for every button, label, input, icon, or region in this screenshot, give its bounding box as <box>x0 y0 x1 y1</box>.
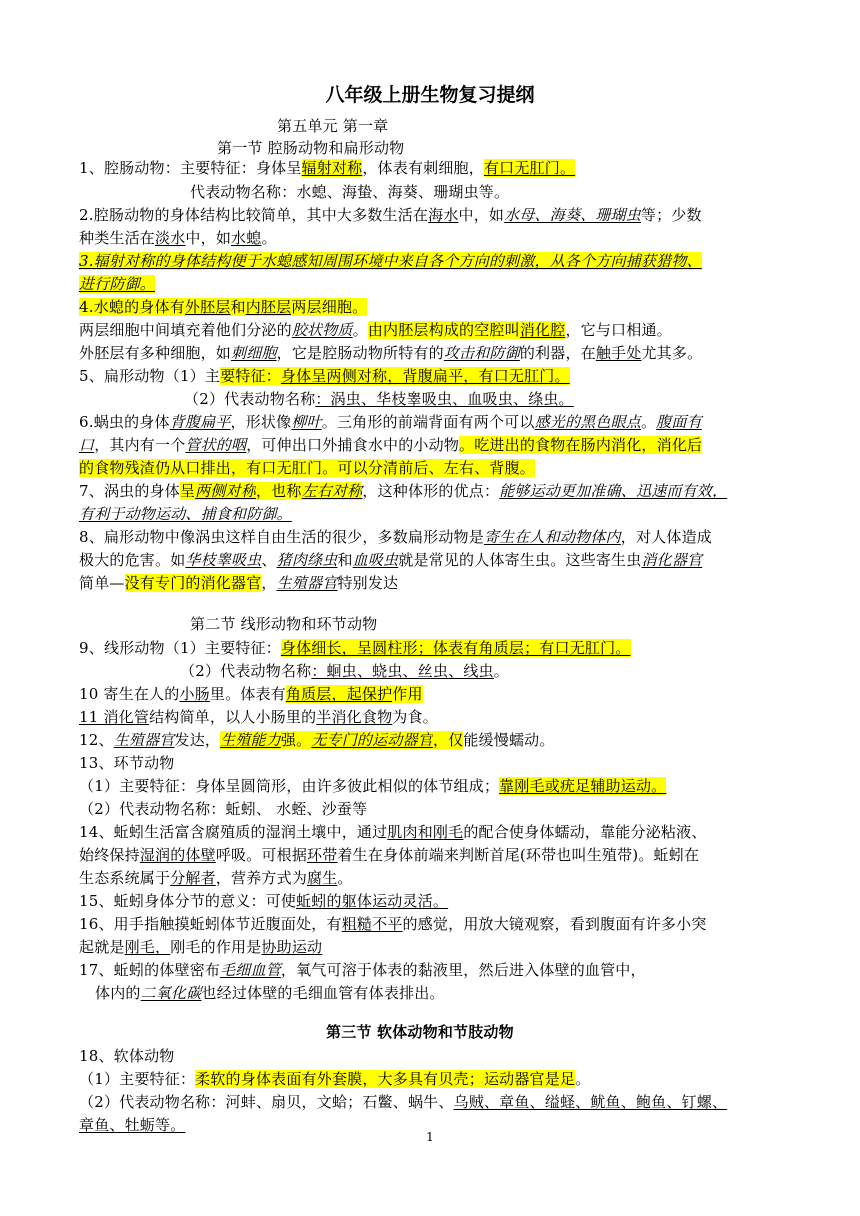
highlighted-text: 消化腔 <box>519 321 566 339</box>
text-line <box>180 661 509 682</box>
text-segment: 第三节 软体动物和节肢动物 <box>326 1023 514 1041</box>
text-segment: 简单— <box>79 574 125 592</box>
text-segment: 8、扁形动物中像涡虫这样自由生活的很少，多数扁形动物是 <box>79 528 484 546</box>
highlighted-text: 生殖能力 <box>220 731 281 749</box>
text-segment: ，氧气可溶于体表的黏液里，然后进入体壁的血管中， <box>280 961 646 979</box>
text-segment: （2）代表动物名称：河蚌、扇贝，文蛤；石鳖、蜗牛、 <box>79 1093 454 1111</box>
text-segment: 。 <box>640 413 657 431</box>
highlighted-text: ，仅 <box>432 731 464 749</box>
text-segment: 18、软体动物 <box>79 1047 175 1065</box>
highlighted-text: 内胚层 <box>245 298 292 316</box>
text-line <box>277 116 388 137</box>
text-segment: 始终保持 <box>79 846 140 864</box>
text-segment: ，体表有刺细胞， <box>362 159 484 177</box>
text-segment: 尤其多。 <box>641 344 703 362</box>
text-line <box>79 343 702 364</box>
text-segment: 感光的黑色眼点 <box>534 413 641 431</box>
text-segment: ，它是腔肠动物所特有的 <box>276 344 444 362</box>
text-line <box>79 527 712 548</box>
text-segment: 16、用手指触摸蚯蚓体节近腹面处，有 <box>79 915 342 933</box>
text-line <box>79 573 398 594</box>
text-segment: 章鱼、牡蛎等。 <box>79 1116 186 1134</box>
text-segment: 环带 <box>307 846 338 864</box>
text-segment: 攻击和防御 <box>443 344 520 362</box>
text-segment: 水母、海葵、珊瑚虫 <box>504 206 641 224</box>
highlighted-text: 的食物残渣仍从口排出，有口无肛门。可以分清前后、左右、背腹。 <box>79 459 536 477</box>
page-title: 八年级上册生物复习提纲 <box>325 84 535 106</box>
text-segment: 生态系统属于 <box>79 869 171 887</box>
text-segment: 第五单元 第一章 <box>277 117 389 135</box>
text-segment: ，形状像 <box>230 413 292 431</box>
highlighted-text: 水螅的身体有 <box>93 298 185 316</box>
highlighted-text: 两侧对称 <box>195 482 256 500</box>
text-segment: 和 <box>337 551 353 569</box>
text-segment: 能够运动更加准确、迅速而有效， <box>499 482 728 500</box>
text-line <box>79 481 727 502</box>
text-line <box>79 274 155 295</box>
text-segment: 刚毛， <box>124 938 171 956</box>
text-segment: 里。体表有 <box>209 685 286 703</box>
text-segment: 13、环节动物 <box>79 754 175 772</box>
text-segment: 。 <box>575 1070 591 1088</box>
text-line <box>79 412 702 433</box>
text-segment: 毛细血管 <box>220 961 281 979</box>
text-segment: 17、蚯蚓的体壁密布 <box>79 961 221 979</box>
text-line <box>79 366 570 387</box>
text-segment: ，这种体形的优点： <box>362 482 500 500</box>
text-segment: 血吸虫 <box>352 551 399 569</box>
text-segment: 管状的咽 <box>185 436 247 454</box>
highlighted-text: 外胚层 <box>184 298 231 316</box>
text-segment: ，可伸出口外捕食水中的小动物 <box>246 436 460 454</box>
text-line <box>326 1022 514 1043</box>
text-segment: 代表动物名称：水螅、海蛰、海葵、珊瑚虫等。 <box>190 183 510 201</box>
text-segment: 淡水 <box>155 229 186 247</box>
text-segment: 腐生 <box>307 869 338 887</box>
text-segment: 为食。 <box>392 708 438 726</box>
text-segment: ：涡虫、华枝睾吸虫、血吸虫、绦虫。 <box>315 390 574 408</box>
text-segment: 第一节 腔肠动物和扁形动物 <box>217 139 405 157</box>
text-segment: 12、 <box>79 731 114 749</box>
highlighted-text: 。吃进出的食物在肠内消化，消化后 <box>459 436 703 454</box>
text-line <box>190 614 377 635</box>
text-segment: 口 <box>79 436 95 454</box>
highlighted-text: 左右对称 <box>301 482 363 500</box>
text-segment: （1）主要特征：身体呈圆筒形，由许多彼此相似的体节组成； <box>79 777 500 795</box>
text-segment: （2）代表动物名称 <box>180 662 312 680</box>
highlighted-text: 辐射对称 <box>301 159 363 177</box>
text-segment: 刚毛的作用是 <box>170 938 262 956</box>
text-line <box>79 550 702 571</box>
text-line <box>79 914 707 935</box>
text-line <box>79 891 448 912</box>
text-segment: 6.蜗虫的身体 <box>79 413 170 431</box>
text-segment: 海水 <box>428 206 459 224</box>
highlighted-text: 两层细胞。 <box>291 298 368 316</box>
text-line <box>79 435 702 456</box>
highlighted-text: 身体呈两侧对称，背腹扁平，有口无肛门。 <box>280 367 570 385</box>
text-line <box>79 205 702 226</box>
text-segment: （1）主要特征： <box>79 1070 196 1088</box>
text-segment: 有利于动物运动、捕食和防御。 <box>79 505 292 523</box>
highlighted-text: 4. <box>79 298 94 316</box>
highlighted-text: 角质层，起保护 <box>285 685 393 703</box>
text-segment: 结构简单，以人小肠里的 <box>149 708 317 726</box>
text-segment: 体内的 <box>95 984 141 1002</box>
text-line <box>79 504 292 525</box>
highlighted-text: ，也称 <box>255 482 302 500</box>
text-segment: 胶状物质 <box>291 321 353 339</box>
text-segment: 10 寄生在人的 <box>79 685 180 703</box>
text-segment: 协助运动 <box>261 938 323 956</box>
text-segment: 的感觉，用放大镜观察，看到腹面有许多小突 <box>402 915 707 933</box>
text-line <box>79 158 575 179</box>
text-segment: 柳叶 <box>291 413 322 431</box>
highlighted-text: 3.辐射对称的身体结构便于水螅感知周围环境中来自各个方向的刺激，从各个方向捕获猎物、 <box>79 252 702 270</box>
text-segment: 14、蚯蚓生活富含腐殖质的湿润土壤中，通过 <box>79 823 388 841</box>
text-line <box>95 983 445 1004</box>
text-segment: 。 <box>352 321 368 339</box>
text-segment: 。 <box>261 229 277 247</box>
text-segment: ，对人体造成 <box>620 528 712 546</box>
text-segment: 中，如 <box>458 206 505 224</box>
text-segment: ，其内有一个 <box>94 436 186 454</box>
page-number: 1 <box>426 1130 434 1144</box>
text-segment: 能缓慢蠕动。 <box>463 731 555 749</box>
highlighted-text: 无专门的运动器官 <box>311 731 433 749</box>
highlighted-text: 作用 <box>392 685 423 703</box>
text-segment: 水螅 <box>231 229 262 247</box>
text-segment: 5、扁形动物（1）主 <box>79 367 221 385</box>
text-line <box>79 730 555 751</box>
text-segment: 就是常见的人体寄生虫。这些寄生虫 <box>398 551 642 569</box>
text-segment: 两层细胞中间填充着他们分泌的 <box>79 321 292 339</box>
text-segment: 第二节 线形动物和环节动物 <box>190 615 378 633</box>
text-line <box>79 458 535 479</box>
text-segment: 半消化食物 <box>316 708 393 726</box>
text-line <box>79 707 438 728</box>
text-segment: 生殖器官 <box>276 574 338 592</box>
text-segment: ， <box>261 574 277 592</box>
text-segment: 极大的危害。如 <box>79 551 186 569</box>
highlighted-text: 身体细长，呈圆柱形；体表有角质层；有口无肛门。 <box>280 639 631 657</box>
text-segment: （2）代表动物名称 <box>184 390 316 408</box>
text-segment: 外胚层有多种细胞，如 <box>79 344 232 362</box>
text-segment: 11 消化管 <box>79 708 150 726</box>
text-segment: 小肠 <box>179 685 210 703</box>
text-segment: 腹面有 <box>656 413 702 431</box>
text-segment: ，营养方式为 <box>215 869 308 887</box>
text-segment: 2.腔肠动物的身体结构比较简单，其中大多数生活在 <box>79 206 429 224</box>
highlighted-text: 没有专门的消化器官 <box>124 574 262 592</box>
text-segment: 7、涡虫的身体 <box>79 482 180 500</box>
highlighted-text: 由内胚层构成的空腔叫 <box>367 321 520 339</box>
text-segment: 15、蚯蚓身体分节的意义：可使 <box>79 892 297 910</box>
text-segment: 着生在身体前端来判断首尾(环带也叫生殖带)。蚯蚓在 <box>337 846 700 864</box>
text-line <box>79 776 666 797</box>
text-segment: 、 <box>261 551 277 569</box>
text-segment: 发达， <box>174 731 221 749</box>
text-segment: 也经过体壁的毛细血管有体表排出。 <box>201 984 445 1002</box>
text-segment: 肌肉和刚毛 <box>387 823 464 841</box>
text-segment: 。 <box>493 662 509 680</box>
text-segment: 的利器，在 <box>519 344 596 362</box>
text-segment: 种类生活在 <box>79 229 156 247</box>
text-segment: 呼吸。可根据 <box>215 846 308 864</box>
highlighted-text: 和 <box>230 298 246 316</box>
text-line <box>184 389 574 410</box>
highlighted-text: 进行防御。 <box>79 275 156 293</box>
text-segment: 刺细胞 <box>231 344 277 362</box>
text-line <box>190 182 509 203</box>
text-line <box>79 799 367 820</box>
highlighted-text: 柔软的身体表面有外套膜，大多具有贝壳；运动器官是足 <box>195 1070 576 1088</box>
text-segment: 湿润的体壁 <box>139 846 216 864</box>
text-line <box>79 320 672 341</box>
text-line <box>79 1046 175 1067</box>
highlighted-text: 呈 <box>179 482 196 500</box>
text-line <box>217 138 404 159</box>
highlighted-text: 靠刚毛或疣足辅助运动。 <box>499 777 667 795</box>
text-segment: 消化器官 <box>641 551 703 569</box>
text-segment: 华枝睾吸虫 <box>185 551 262 569</box>
text-line <box>79 822 707 843</box>
text-line <box>79 937 322 958</box>
text-segment: 9、线形动物（1）主要特征： <box>79 639 281 657</box>
text-line <box>79 868 353 889</box>
text-segment: 等；少数 <box>640 206 702 224</box>
text-segment: ，它与口相通。 <box>565 321 672 339</box>
text-line <box>79 297 367 318</box>
text-line <box>79 1069 590 1090</box>
text-line <box>79 1092 727 1113</box>
text-segment: 粗糙不平 <box>341 915 403 933</box>
text-segment: 特别发达 <box>337 574 399 592</box>
text-segment: 起就是 <box>79 938 125 956</box>
text-segment: 蚯蚓的躯体运动灵活。 <box>296 892 449 910</box>
highlighted-text: 强。 <box>280 731 312 749</box>
text-line <box>79 684 423 705</box>
text-line <box>79 753 175 774</box>
text-segment: 生殖器官 <box>113 731 175 749</box>
text-segment: 二氧化碳 <box>140 984 202 1002</box>
text-line <box>79 228 277 249</box>
text-segment: 猪肉绦虫 <box>276 551 338 569</box>
highlighted-text: 有口无肛门。 <box>483 159 576 177</box>
highlighted-text: 要特征： <box>220 367 281 385</box>
text-segment: 。 <box>337 869 353 887</box>
text-segment: 中，如 <box>185 229 232 247</box>
text-segment: 乌贼、章鱼、缢蛏、鱿鱼、鲍鱼、钉螺、 <box>453 1093 728 1111</box>
text-segment: 背腹扁平 <box>169 413 231 431</box>
text-segment: 寄生在人和动物体内 <box>483 528 621 546</box>
text-segment: （2）代表动物名称：蚯蚓、 水蛭、沙蚕等 <box>79 800 368 818</box>
text-segment: 1、腔肠动物：主要特征：身体呈 <box>79 159 302 177</box>
text-line <box>79 638 631 659</box>
text-segment: 分解者 <box>170 869 216 887</box>
text-line <box>79 960 646 981</box>
text-segment: 触手处 <box>595 344 642 362</box>
text-segment: ：蛔虫、蛲虫、丝虫、线虫 <box>311 662 494 680</box>
text-line <box>79 845 699 866</box>
text-segment: 的配合使身体蠕动，靠能分泌粘液、 <box>463 823 707 841</box>
text-line <box>79 251 702 272</box>
text-segment: 。三角形的前端背面有两个可以 <box>321 413 535 431</box>
